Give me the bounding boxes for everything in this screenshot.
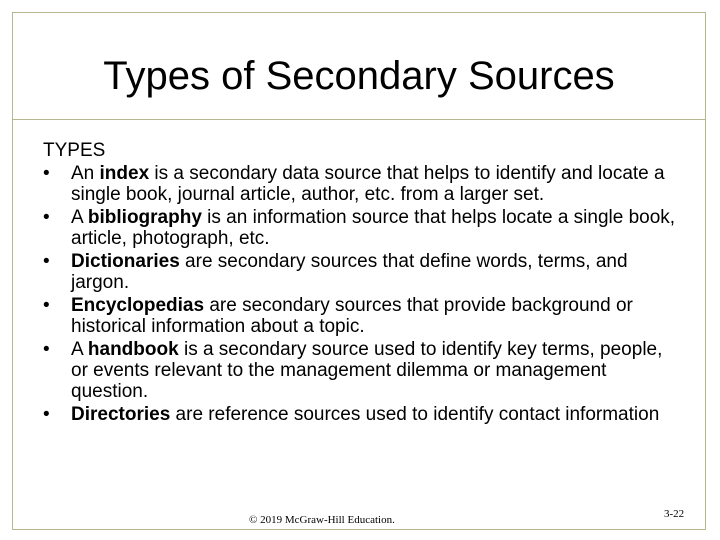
slide-title: Types of Secondary Sources xyxy=(103,54,615,98)
bullet-icon: • xyxy=(43,207,50,228)
list-item: • Directories are reference sources used to identify contact information xyxy=(43,404,660,425)
term-index: index xyxy=(99,163,150,184)
bullet-icon: • xyxy=(43,163,50,184)
list-item: • A handbook is a secondary source used to identify key terms, people, or events relevant to the management dilemma or management question. xyxy=(43,339,663,402)
list-item: • An index is a secondary data source that helps to identify and locate a single book, journal article, author, etc. from a larger set. xyxy=(43,163,665,205)
list-item: • A bibliography is an information source that helps locate a single book, article, photograph, etc. xyxy=(43,207,676,249)
bullet-icon: • xyxy=(43,339,50,360)
copyright-footer: © 2019 McGraw-Hill Education. xyxy=(249,514,395,526)
bullet-icon: • xyxy=(43,295,50,316)
bullet-icon: • xyxy=(43,404,50,425)
bullet-icon: • xyxy=(43,251,50,272)
section-heading: TYPES xyxy=(43,140,106,161)
term-encyclopedias: Encyclopedias xyxy=(71,295,205,316)
list-item: • Encyclopedias are secondary sources that provide background or historical information about a topic. xyxy=(43,295,633,337)
title-bar xyxy=(12,12,706,120)
term-dictionaries: Dictionaries xyxy=(71,251,180,272)
term-handbook: handbook xyxy=(87,339,179,360)
slide-body xyxy=(43,140,683,425)
list-item: • Dictionaries are secondary sources that define words, terms, and jargon. xyxy=(43,251,628,293)
term-bibliography: bibliography xyxy=(87,207,202,228)
term-directories: Directories xyxy=(71,404,171,425)
page-number: 3-22 xyxy=(664,508,685,520)
bullet-list xyxy=(43,163,683,425)
